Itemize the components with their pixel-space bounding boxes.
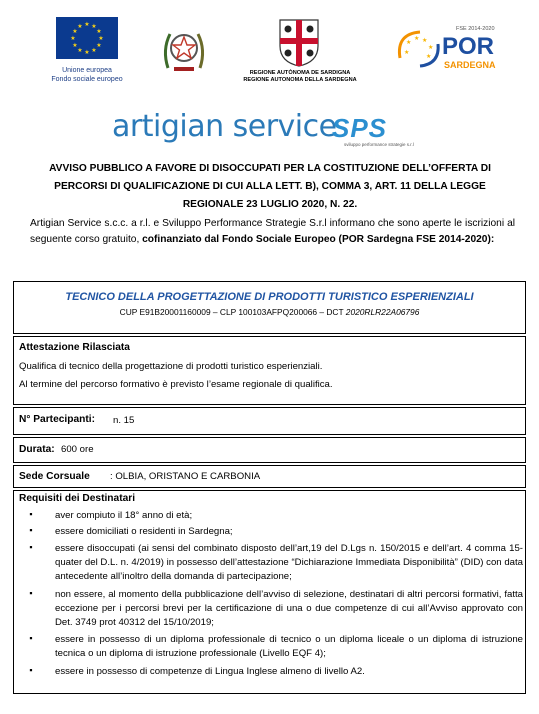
svg-text:★: ★ xyxy=(91,47,97,54)
heading-line2: PERCORSI DI QUALIFICAZIONE DI CUI ALLA LETT. B), COMMA 3, ART. 11 DELLA LEGGE xyxy=(54,181,486,192)
artigian-service-logo: artigian service xyxy=(112,109,337,144)
bullet-icon: ▪ xyxy=(29,633,33,643)
sps-main-text: SPS xyxy=(332,113,388,143)
sardegna-crest xyxy=(276,16,322,68)
requisito-item: essere in possesso di un diploma professionale di tecnico o un diploma liceale o un diploma di istruzione tecnica o un diploma di istruzione professionale (Livello EQF 4); xyxy=(55,634,523,659)
svg-text:★: ★ xyxy=(414,35,420,42)
svg-text:★: ★ xyxy=(72,42,78,49)
heading-line1: AVVISO PUBBLICO A FAVORE DI DISOCCUPATI PER LA COSTITUZIONE DELL’OFFERTA DI xyxy=(49,163,491,174)
svg-text:★: ★ xyxy=(98,35,104,42)
attestazione-label: Attestazione Rilasciata xyxy=(19,342,130,353)
bullet-icon: ▪ xyxy=(29,665,33,675)
svg-text:★: ★ xyxy=(70,35,76,42)
sede-label: Sede Corsuale xyxy=(19,471,90,482)
durata-section xyxy=(13,437,526,463)
attestazione-line1: Qualifica di tecnico della progettazione di prodotti turistico esperienziali. xyxy=(19,361,323,372)
svg-text:★: ★ xyxy=(428,44,434,51)
partecipanti-value: n. 15 xyxy=(113,415,135,426)
eu-caption xyxy=(30,66,144,84)
requisito-item: essere disoccupati (ai sensi del combinato disposto dell’art,19 del D.Lgs n. 150/2015 e dell’art. 4 comma 15-quater del D.L. n. 4/2019) in possesso dell’attestazione “Dichiarazione Immediata Disponibilità” (DID) con data antecedente all’inoltro della domanda di partecipazione; xyxy=(55,543,523,582)
por-sub-text: SARDEGNA xyxy=(444,60,496,70)
heading-line3: REGIONALE 23 LUGLIO 2020, N. 22. xyxy=(182,199,358,210)
sps-logo xyxy=(330,110,440,152)
requisito-item: essere in possesso di competenze di Lingua Inglese almeno di livello A2. xyxy=(55,666,365,677)
por-small-text: FSE 2014-2020 xyxy=(456,26,495,32)
sede-value: : OLBIA, ORISTANO E CARBONIA xyxy=(110,471,261,482)
sardegna-caption xyxy=(228,70,372,84)
bullet-icon: ▪ xyxy=(29,588,33,598)
requisito-item: non essere, al momento della pubblicazione dell’avviso di selezione, destinatari di altri percorsi formativi, fatta eccezione per i percorsi brevi per la certificazione di una o due competenze di cui all’Avviso approvato con Det. 3749 prot 40312 del 15/10/2019; xyxy=(55,589,523,628)
intro-paragraph xyxy=(30,216,515,248)
svg-text:★: ★ xyxy=(426,53,432,60)
svg-text:★: ★ xyxy=(72,28,78,35)
svg-text:★: ★ xyxy=(77,47,83,54)
svg-text:★: ★ xyxy=(404,49,410,56)
eu-caption-line2: Fondo sociale europeo xyxy=(51,76,123,83)
eu-caption-line1: Unione europea xyxy=(62,67,112,74)
eu-stars-icon xyxy=(56,17,118,59)
partecipanti-label: N° Partecipanti: xyxy=(19,414,95,425)
intro-bold-text: cofinanziato dal Fondo Sociale Europeo (POR Sardegna FSE 2014-2020): xyxy=(142,234,495,245)
course-title: TECNICO DELLA PROGETTAZIONE DI PRODOTTI TURISTICO ESPERIENZIALI xyxy=(65,291,474,303)
sps-small-text: sviluppo performance strategie s.r.l xyxy=(344,142,414,147)
eu-flag-logo xyxy=(56,17,118,59)
requisito-item: aver compiuto il 18° anno di età; xyxy=(55,510,193,521)
sardegna-caption-line1: REGIONE AUTÒNOMA DE SARDIGNA xyxy=(249,70,351,76)
partecipanti-section xyxy=(13,407,526,435)
requisiti-label: Requisiti dei Destinatari xyxy=(19,493,136,504)
svg-text:★: ★ xyxy=(77,23,83,30)
sardegna-caption-line2: REGIONE AUTONOMA DELLA SARDEGNA xyxy=(243,77,357,83)
svg-text:★: ★ xyxy=(96,42,102,49)
svg-text:★: ★ xyxy=(84,21,90,28)
bullet-icon: ▪ xyxy=(29,525,33,535)
svg-text:★: ★ xyxy=(84,49,90,56)
course-dct-code: 2020RLR22A06796 xyxy=(345,307,420,317)
por-sardegna-logo xyxy=(392,22,512,77)
requisito-item: essere domiciliati o residenti in Sardegna; xyxy=(55,526,233,537)
bullet-icon: ▪ xyxy=(29,542,33,552)
por-main-text: POR xyxy=(442,33,495,60)
course-codes xyxy=(13,307,526,317)
svg-text:★: ★ xyxy=(422,37,428,44)
sede-section xyxy=(13,465,526,488)
svg-text:★: ★ xyxy=(406,39,412,46)
intro-text: Artigian Service s.c.c. a r.l. e Sviluppo Performance Strategie S.r.l informano che sono aperte le iscrizioni al seguente corso gratuito, xyxy=(30,218,515,245)
durata-value: 600 ore xyxy=(61,444,94,455)
svg-text:★: ★ xyxy=(91,23,97,30)
italian-republic-emblem xyxy=(160,20,208,80)
svg-text:★: ★ xyxy=(96,28,102,35)
course-codes-text: CUP E91B20001160009 – CLP 100103AFPQ200066 – DCT xyxy=(119,307,346,317)
notice-heading xyxy=(28,160,512,214)
attestazione-section xyxy=(13,336,526,405)
durata-label: Durata: xyxy=(19,444,55,455)
attestazione-line2: Al termine del percorso formativo è previsto l’esame regionale di qualifica. xyxy=(19,379,333,390)
bullet-icon: ▪ xyxy=(29,509,33,519)
